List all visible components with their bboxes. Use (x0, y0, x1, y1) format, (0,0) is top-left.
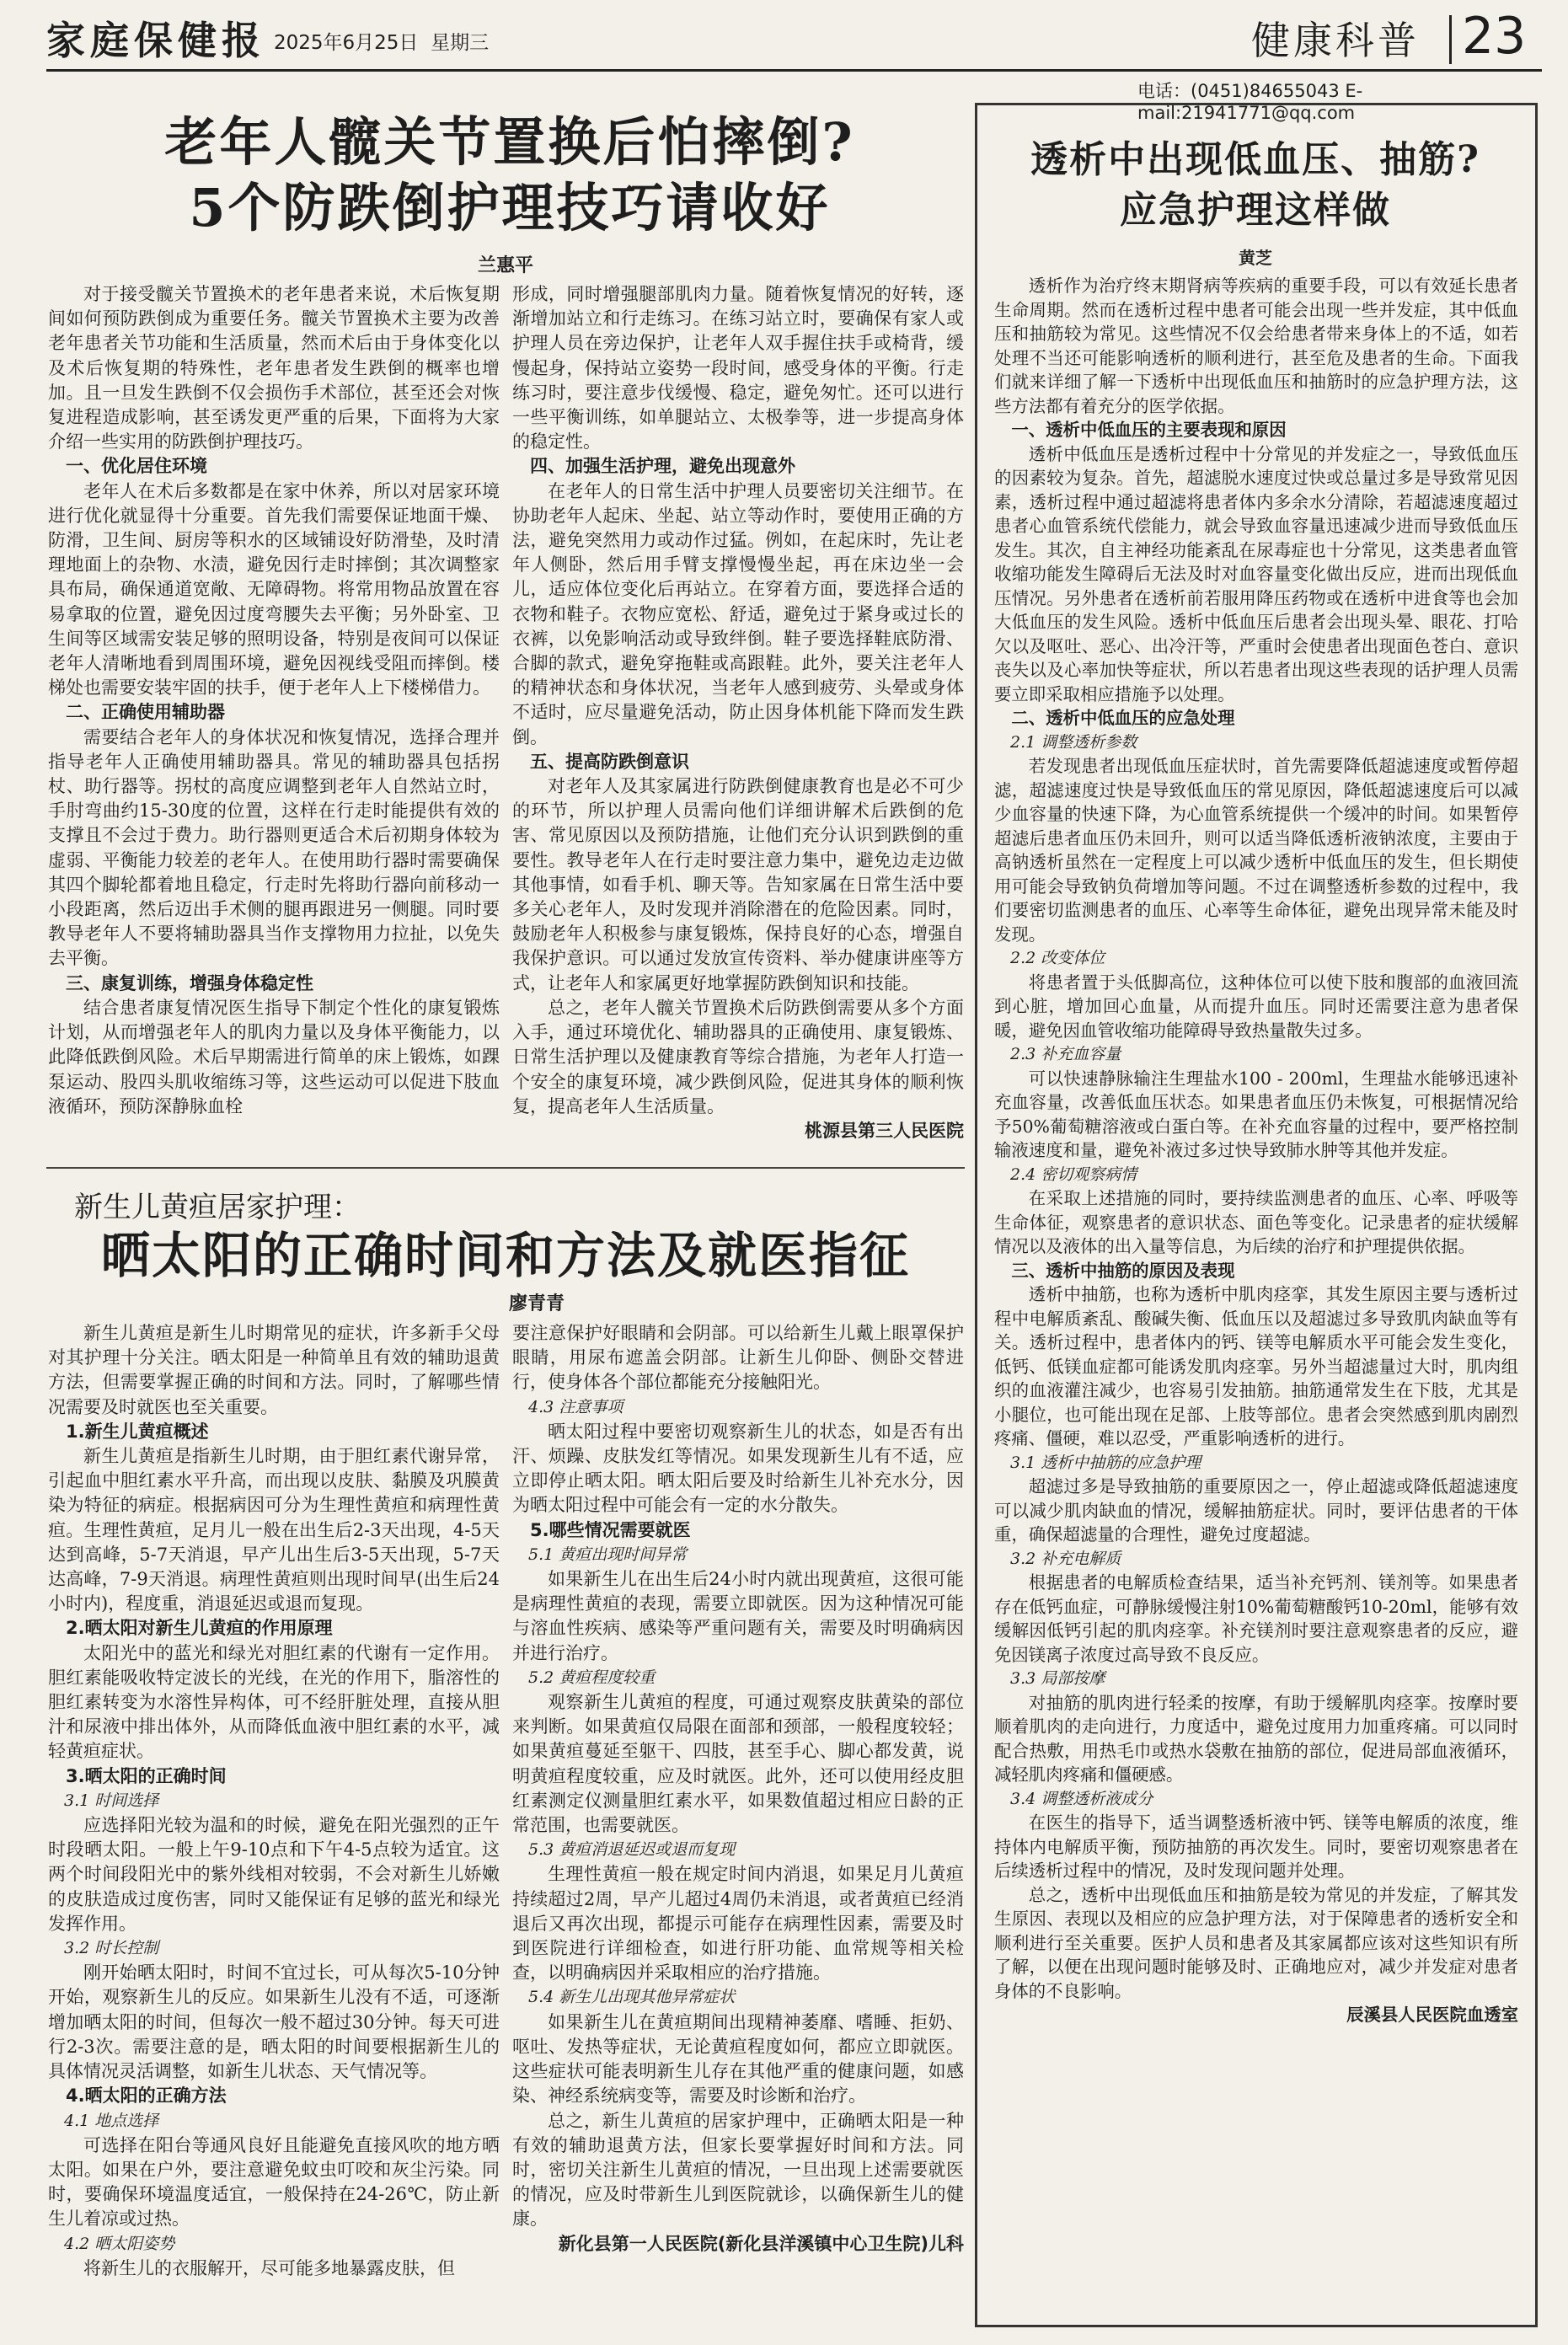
section-heading: 5.哪些情况需要就医 (530, 1519, 691, 1540)
article3-title-line2: 应急护理这样做 (1120, 189, 1391, 232)
page-number: 23 (1462, 7, 1527, 66)
article-source: 新化县第一人民医院(新化县洋溪镇中心卫生院)儿科 (558, 2233, 964, 2254)
article3-title-line1: 透析中出现低血压、抽筋? (1030, 138, 1480, 181)
paragraph: 将新生儿的衣服解开，尽可能多地暴露皮肤，但 (83, 2257, 455, 2278)
paragraph: 如果新生儿在出生后24小时内就出现黄疸，这很可能是病理性黄疸的表现，需要立即就医。因为这种情况可能与溶血性疾病、感染等严重问题有关，需要及时明确病因并进行治疗。 (512, 1569, 964, 1663)
subsection-heading: 2.1 调整透析参数 (1010, 732, 1137, 752)
section-heading: 2.晒太阳对新生儿黄疸的作用原理 (66, 1618, 333, 1639)
subsection-heading: 5.4 新生儿出现其他异常症状 (528, 1988, 736, 2007)
subsection-heading: 3.2 补充电解质 (1010, 1549, 1121, 1568)
subsection-heading: 3.2 时长控制 (64, 1939, 159, 1958)
article3-title (986, 135, 1525, 236)
article3-body (994, 274, 1518, 2321)
article2-column-1 (48, 1321, 500, 2328)
paragraph: 总之，透析中出现低血压和抽筋是较为常见的并发症，了解其发生原因、表现以及相应的应急护理方法，对于保障患者的透析安全和顺利进行至关重要。医护人员和患者及其家属都应该对这些知识有所了解，以便在出现问题时能够及时、正确地应对，减少并发症对患者身体的不良影响。 (994, 1884, 1518, 2001)
paragraph: 透析作为治疗终末期肾病等疾病的重要手段，可以有效延长患者生命周期。然而在透析过程中患者可能会出现一些并发症，其中低血压和抽筋较为常见。这些情况不仅会给患者带来身体上的不适，如若处理不当还可能影响透析的顺利进行，甚至危及患者的生命。下面我们就来详细了解一下透析中出现低血压和抽筋时的应急护理方法，这些方法都有着充分的医学依据。 (994, 276, 1518, 416)
article1-title (59, 110, 961, 241)
contact-info: 电话：(0451)84655043 E-mail:21941771@qq.com (1137, 81, 1363, 123)
paragraph: 应选择阳光较为温和的时候，避免在阳光强烈的正午时段晒太阳。一般上午9-10点和下午4-5点较为适宜。这两个时间段阳光中的紫外线相对较弱，不会对新生儿娇嫩的皮肤造成过度伤害，同时又能保证有足够的蓝光和绿光发挥作用。 (48, 1815, 500, 1934)
section-heading: 一、透析中低血压的主要表现和原因 (1011, 420, 1287, 440)
section-heading: 3.晒太阳的正确时间 (66, 1765, 227, 1786)
section-heading: 四、加强生活护理，避免出现意外 (530, 456, 795, 477)
paragraph: 透析中抽筋，也称为透析中肌肉痉挛，其发生原因主要与透析过程中电解质紊乱、酸碱失衡、低血压以及超滤过多导致肌肉缺血等有关。透析过程中，患者体内的钙、镁等电解质水平可能会发生变化，低钙、低镁血症都可能诱发肌肉痉挛。另外当超滤量过大时，肌肉组织的血液灌注减少，也容易引发抽筋。抽筋通常发生在下肢，尤其是小腿位，也可能出现在足部、上肢等部位。患者会突然感到肌肉剧烈疼痛、僵硬，难以忍受，严重影响透析的进行。 (994, 1284, 1518, 1448)
section-heading: 一、优化居住环境 (66, 456, 207, 477)
article2-kicker: 新生儿黄疸居家护理： (74, 1191, 361, 1224)
paragraph: 若发现患者出现低血压症状时，首先需要降低超滤速度或暂停超滤，超滤速度过快是导致低血压的常见原因，降低超滤速度后可以减少血容量的快速下降，为心血管系统提供一个缓冲的时间。如果暂停超滤后患者血压仍未回升，则可以适当降低透析液钠浓度，主要由于高钠透析虽然在一定程度上可以减少透析中低血压的发生，但长期使用可能会导致钠负荷增加等问题。不过在调整透析参数的过程中，我们要密切监测患者的血压、心率等生命体征，避免出现异常未能及时发现。 (994, 756, 1518, 945)
section-heading: 三、透析中抽筋的原因及表现 (1011, 1260, 1235, 1281)
subsection-heading: 3.1 时间选择 (64, 1791, 159, 1810)
article1-title-line1: 老年人髋关节置换后怕摔倒? (164, 111, 855, 173)
article1-author: 兰惠平 (477, 255, 533, 276)
article2-column-2 (512, 1321, 964, 2328)
section-heading: 三、康复训练，增强身体稳定性 (66, 972, 313, 993)
subsection-heading: 2.4 密切观察病情 (1010, 1164, 1137, 1184)
paragraph: 在老年人的日常生活中护理人员要密切关注细节。在协助老年人起床、坐起、站立等动作时，要使用正确的方法，避免突然用力或动作过猛。例如，在起床时，先让老年人侧卧，然后用手臂支撑慢慢坐起，再在床边坐一会儿，适应体位变化后再站立。在穿着方面，要选择合适的衣物和鞋子。衣物应宽松、舒适，避免过于紧身或过长的衣裤，以免影响活动或导致绊倒。鞋子要选择鞋底防滑、合脚的款式，避免穿拖鞋或高跟鞋。此外，要关注老年人的精神状态和身体状况，当老年人感到疲劳、头晕或身体不适时，应尽量避免活动，防止因身体机能下降而发生跌倒。 (512, 480, 964, 747)
paragraph: 生理性黄疸一般在规定时间内消退，如果足月儿黄疸持续超过2周，早产儿超过4周仍未消退，或者黄疸已经消退后又再次出现，都提示可能存在病理性因素，需要及时到医院进行详细检查，如进行肝功能、血常规等相关检查，以明确病因并采取相应的治疗措施。 (512, 1864, 964, 1984)
subsection-heading: 3.1 透析中抽筋的应急护理 (1010, 1453, 1201, 1472)
paper-name: 家庭保健报 (46, 18, 265, 63)
subsection-heading: 5.2 黄疸程度较重 (528, 1668, 656, 1687)
paragraph: 透析中低血压是透析过程中十分常见的并发症之一，导致低血压的因素较为复杂。首先，超滤脱水速度过快或总量过多是导致常见因素，透析过程中通过超滤将患者体内多余水分清除，若超滤速度超过患者心血管系统代偿能力，就会导致血容量迅速减少进而导致低血压发生。其次，自主神经功能紊乱在尿毒症也十分常见，这类患者血管收缩功能发生障碍后无法及时对血容量变化做出反应，进而出现低血压情况。另外患者在透析前若服用降压药物或在透析中进食等也会加大低血压的发生风险。透析中低血压后患者会出现头晕、眼花、打哈欠以及呕吐、恶心、出冷汗等，严重时会使患者出现面色苍白、意识丧失以及心率加快等症状，所以若患者出现这些表现的话护理人员需要立即采取相应措施予以处理。 (994, 443, 1518, 704)
subsection-heading: 5.3 黄疸消退延迟或退而复现 (528, 1840, 736, 1860)
paragraph: 结合患者康复情况医生指导下制定个性化的康复锻炼计划，从而增强老年人的肌肉力量以及身体平衡能力，以此降低跌倒风险。术后早期需进行简单的床上锻炼，如踝泵运动、股四头肌收缩练习等，这些运动可以促进下肢血液循环，预防深静脉血栓 (48, 997, 500, 1116)
paragraph: 对抽筋的肌肉进行轻柔的按摩，有助于缓解肌肉痉挛。按摩时要顺着肌肉的走向进行，力度适中，避免过度用力加重疼痛。可以同时配合热敷，用热毛巾或热水袋敷在抽筋的部位，促进局部血液循环，减轻肌肉疼痛和僵硬感。 (994, 1692, 1518, 1785)
section-heading: 4.晒太阳的正确方法 (66, 2085, 227, 2107)
paragraph: 总之，老年人髋关节置换术后防跌倒需要从多个方面入手，通过环境优化、辅助器具的正确使用、康复锻炼、日常生活护理以及健康教育等综合措施，为老年人打造一个安全的康复环境，减少跌倒风险，促进其身体的顺利恢复，提高老年人生活质量。 (512, 997, 964, 1116)
paragraph: 如果新生儿在黄疸期间出现精神萎靡、嗜睡、拒奶、呕吐、发热等症状，无论黄疸程度如何，都应立即就医。这些症状可能表明新生儿存在其他严重的健康问题，如感染、神经系统病变等，需要及时诊断和治疗。 (512, 2011, 964, 2107)
paragraph: 刚开始晒太阳时，时间不宜过长，可从每次5-10分钟开始，观察新生儿的反应。如果新生儿没有不适，可逐渐增加晒太阳的时间，但每次一般不超过30分钟。每天可进行2-3次。需要注意的是，晒太阳的时间要根据新生儿的具体情况灵活调整，如新生儿状态、天气情况等。 (48, 1962, 500, 2082)
paragraph: 观察新生儿黄疸的程度，可通过观察皮肤黄染的部位来判断。如果黄疸仅局限在面部和颈部，一般程度较轻；如果黄疸蔓延至躯干、四肢，甚至手心、脚心都发黄，说明黄疸程度较重，应及时就医。此外，还可以使用经皮胆红素测定仪测量胆红素水平，如果数值超过相应日龄的正常范围，也需要就医。 (512, 1692, 964, 1836)
paragraph: 老年人在术后多数都是在家中休养，所以对居家环境进行优化就显得十分重要。首先我们需要保证地面干燥、防滑，卫生间、厨房等积水的区域铺设好防滑垫，及时清理地面上的杂物、水渍，避免因行走时摔倒；其次调整家具布局，确保通道宽敞、无障碍物。将常用物品放置在容易拿取的位置，避免因过度弯腰失去平衡；另外卧室、卫生间等区域需安装足够的照明设备，特别是夜间可以保证老年人清晰地看到周围环境，避免因视线受阻而摔倒。楼梯处也需要安装牢固的扶手，便于老年人上下楼梯借力。 (48, 480, 500, 699)
paragraph: 在医生的指导下，适当调整透析液中钙、镁等电解质的浓度，维持体内电解质平衡，预防抽筋的再次发生。同时，要密切观察患者在后续透析过程中的情况，及时发现问题并处理。 (994, 1812, 1518, 1881)
article2-title: 晒太阳的正确时间和方法及就医指征 (100, 1227, 910, 1284)
weekday-text: 星期三 (431, 32, 490, 54)
article1-title-line2: 5个防跌倒护理技巧请收好 (189, 177, 831, 238)
subsection-heading: 5.1 黄疸出现时间异常 (528, 1545, 688, 1564)
issue-date (274, 27, 489, 55)
paragraph: 形成，同时增强腿部肌肉力量。随着恢复情况的好转，逐渐增加站立和行走练习。在练习站立时，要确保有家人或护理人员在旁边保护，让老年人双手握住扶手或椅背，缓慢起身，保持站立姿势一段时间，感受身体的平衡。行走练习时，要注意步伐缓慢、稳定，避免匆忙。还可以进行一些平衡训练，如单腿站立、太极拳等，进一步提高身体的稳定性。 (512, 284, 964, 452)
paragraph: 新生儿黄疸是指新生儿时期，由于胆红素代谢异常，引起血中胆红素水平升高，而出现以皮肤、黏膜及巩膜黄染为特征的病症。根据病因可分为生理性黄疸和病理性黄疸。生理性黄疸，足月儿一般在出生后2-3天出现，4-5天达到高峰，5-7天消退，早产儿出生后3-5天出现，5-7天达高峰，7-9天消退。病理性黄疸则出现时间早(出生后24小时内)，程度重，消退延迟或退而复现。 (48, 1446, 500, 1614)
article1-column-1 (48, 282, 500, 1159)
paragraph: 太阳光中的蓝光和绿光对胆红素的代谢有一定作用。胆红素能吸收特定波长的光线，在光的作用下，脂溶性的胆红素转变为水溶性异构体，可不经肝脏处理，直接从胆汁和尿液中排出体外，从而降低血液中胆红素的水平，减轻黄疸症状。 (48, 1642, 500, 1762)
subsection-heading: 4.3 注意事项 (528, 1397, 623, 1416)
article-source: 桃源县第三人民医院 (805, 1120, 964, 1141)
paragraph: 可以快速静脉输注生理盐水100 - 200ml，生理盐水能够迅速补充血容量，改善低血压状态。如果患者血压仍未恢复，可根据情况给予50%葡萄糖溶液或白蛋白等。在补充血容量的过程中，要严格控制输液速度和量，避免补液过多过快导致肺水肿等其他并发症。 (994, 1068, 1518, 1160)
paragraph: 在采取上述措施的同时，要持续监测患者的血压、心率、呼吸等生命体征，观察患者的意识状态、面色等变化。记录患者的症状缓解情况以及液体的出入量等信息，为后续的治疗和护理提供依据。 (994, 1188, 1518, 1256)
article3-author: 黄芝 (1239, 248, 1272, 268)
section-heading: 1.新生儿黄疸概述 (66, 1421, 209, 1442)
article-divider (46, 1167, 965, 1169)
subsection-heading: 2.3 补充血容量 (1010, 1045, 1121, 1063)
subsection-heading: 4.2 晒太阳姿势 (64, 2234, 175, 2253)
section-heading: 二、透析中低血压的应急处理 (1011, 708, 1235, 728)
section-heading: 五、提高防跌倒意识 (530, 751, 689, 772)
subsection-heading: 2.2 改变体位 (1010, 949, 1105, 967)
masthead-divider (1449, 15, 1452, 64)
masthead-rule (46, 69, 1542, 72)
article-source: 辰溪县人民医院血透室 (1346, 2005, 1518, 2025)
section-heading: 二、正确使用辅助器 (66, 702, 225, 723)
date-text: 2025年6月25日 (274, 32, 419, 54)
paragraph: 要注意保护好眼睛和会阴部。可以给新生儿戴上眼罩保护眼睛，用尿布遮盖会阴部。让新生儿仰卧、侧卧交替进行，使身体各个部位都能充分接触阳光。 (512, 1323, 964, 1393)
paragraph: 根据患者的电解质检查结果，适当补充钙剂、镁剂等。如果患者存在低钙血症，可静脉缓慢注射10%葡萄糖酸钙10-20ml，能够有效缓解因低钙引起的肌肉痉挛。补充镁剂时要注意观察患者的反应，避免因镁离子浓度过高导致不良反应。 (994, 1572, 1518, 1665)
paragraph: 晒太阳过程中要密切观察新生儿的状态，如是否有出汗、烦躁、皮肤发红等情况。如果发现新生儿有不适，应立即停止晒太阳。晒太阳后要及时给新生儿补充水分，因为晒太阳过程中可能会有一定的水分散失。 (512, 1421, 964, 1516)
paragraph: 需要结合老年人的身体状况和恢复情况，选择合理并指导老年人正确使用辅助器具。常见的辅助器具包括拐杖、助行器等。拐杖的高度应调整到老年人自然站立时，手肘弯曲约15-30度的位置，这样在行走时能提供有效的支撑且不会过于费力。助行器则更适合术后初期身体较为虚弱、平衡能力较差的老年人。在使用助行器时需要确保其四个脚轮都着地且稳定，行走时先将助行器向前移动一小段距离，然后迈出手术侧的腿再跟进另一侧腿。同时要教导老年人不要将辅助器具当作支撑物用力拉扯，以免失去平衡。 (48, 726, 500, 969)
subsection-heading: 4.1 地点选择 (64, 2111, 159, 2130)
article2-author: 廖青青 (508, 1293, 565, 1314)
paragraph: 将患者置于头低脚高位，这种体位可以使下肢和腹部的血液回流到心脏，增加回心血量，从而提升血压。同时还需要注意为患者保暖，避免因血管收缩功能障碍导致热量散失过多。 (994, 972, 1518, 1041)
subsection-heading: 3.4 调整透析液成分 (1010, 1789, 1153, 1808)
paragraph: 新生儿黄疸是新生儿时期常见的症状，许多新手父母对其护理十分关注。晒太阳是一种简单且有效的辅助退黄方法，但需要掌握正确的时间和方法。同时，了解哪些情况需要及时就医也至关重要。 (48, 1323, 500, 1417)
paragraph: 可选择在阳台等通风良好且能避免直接风吹的地方晒太阳。如果在户外，要注意避免蚊虫叮咬和灰尘污染。同时，要确保环境温度适宜，一般保持在24-26℃，防止新生儿着凉或过热。 (48, 2134, 500, 2230)
section-name: 健康科普 (1251, 18, 1420, 63)
paragraph: 总之，新生儿黄疸的居家护理中，正确晒太阳是一种有效的辅助退黄方法，但家长要掌握好时间和方法。同时，密切关注新生儿黄疸的情况，一旦出现上述需要就医的情况，应及时带新生儿到医院就诊，以确保新生儿的健康。 (512, 2110, 964, 2230)
article1-column-2 (512, 282, 964, 1159)
paragraph: 对于接受髋关节置换术的老年患者来说，术后恢复期间如何预防跌倒成为重要任务。髋关节置换术主要为改善老年患者关节功能和生活质量，然而术后由于身体变化以及术后恢复期的特殊性，老年患者发生跌倒的概率也增加。且一旦发生跌倒不仅会损伤手术部位，甚至还会对恢复进程造成影响，甚至诱发更严重的后果，下面将为大家介绍一些实用的防跌倒护理技巧。 (48, 284, 500, 452)
subsection-heading: 3.3 局部按摩 (1010, 1669, 1105, 1688)
paragraph: 对老年人及其家属进行防跌倒健康教育也是必不可少的环节，所以护理人员需向他们详细讲解术后跌倒的危害、常见原因以及预防措施，让他们充分认识到跌倒的重要性。教导老年人在行走时要注意力集中，避免边走边做其他事情，如看手机、聊天等。告知家属在日常生活中要多关心老年人，及时发现并消除潜在的危险因素。同时，鼓励老年人积极参与康复锻炼，保持良好的心态，增强自我保护意识。可以通过发放宣传资料、举办健康讲座等方式，让老年人和家属更好地掌握防跌倒知识和技能。 (512, 776, 964, 993)
paragraph: 超滤过多是导致抽筋的重要原因之一，停止超滤或降低超滤速度可以减少肌肉缺血的情况，缓解抽筋症状。同时，要评估患者的干体重，确保超滤量的合理性，避免过度超滤。 (994, 1476, 1518, 1545)
